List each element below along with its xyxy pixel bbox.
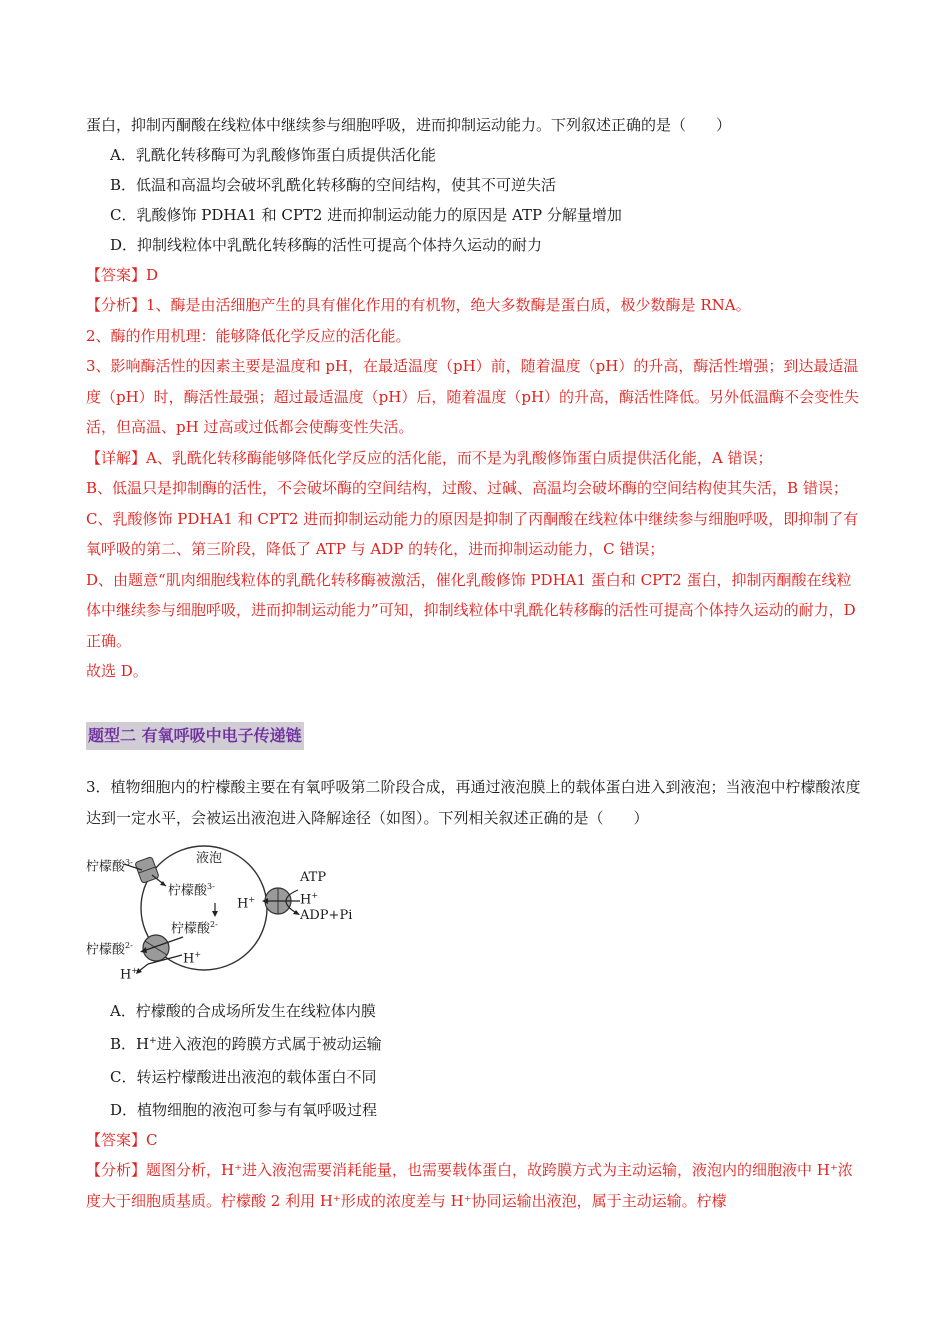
atp-label: ATP <box>300 870 327 885</box>
document-page <box>86 110 866 1216</box>
q2-answer: 【答案】D <box>86 266 159 284</box>
q2-conclusion: 故选 D。 <box>86 662 148 680</box>
h-plus-outside-bottom-label: H+ <box>120 966 139 983</box>
q2-analysis-2: 2、酶的作用机理：能够降低化学反应的活化能。 <box>86 326 411 345</box>
h-plus-pump-outside-label: H+ <box>300 891 319 908</box>
q2-option-c: C．乳酸修饰 PDHA1 和 CPT2 进而抑制运动能力的原因是 ATP 分解量增加 <box>110 206 622 224</box>
question-2-stem: 蛋白，抑制丙酮酸在线粒体中继续参与细胞呼吸，进而抑制运动能力。下列叙述正确的是（ ） <box>86 116 732 134</box>
question-3-stem: 3．植物细胞内的柠檬酸主要在有氧呼吸第二阶段合成，再通过液泡膜上的载体蛋白进入到液泡；当液泡中柠檬酸浓度达到一定水平，会被运出液泡进入降解途径（如图）。下列相关叙述正确的是（ ） <box>86 778 861 827</box>
vacuole-label: 液泡 <box>196 851 223 866</box>
q2-detail-b: B、低温只是抑制酶的活性，不会破坏酶的空间结构，过酸、过碱、高温均会破坏酶的空间结构使其失活，B 错误； <box>86 479 848 497</box>
q2-option-a: A．乳酰化转移酶可为乳酸修饰蛋白质提供活化能 <box>110 146 436 164</box>
q2-option-d: D．抑制线粒体中乳酰化转移酶的活性可提高个体持久运动的耐力 <box>110 236 543 254</box>
adp-pi-label: ADP+Pi <box>300 908 353 923</box>
q3-option-d: D．植物细胞的液泡可参与有氧呼吸过程 <box>110 1101 378 1119</box>
q2-detail-c: C、乳酸修饰 PDHA1 和 CPT2 进而抑制运动能力的原因是抑制了丙酮酸在线粒体中继续参与细胞呼吸，即抑制了有氧呼吸的第二、第三阶段，降低了 ATP 与 ADP 的转化，进而抑制运动能力，C 错误； <box>86 509 859 558</box>
q2-detail-d: D、由题意“肌肉细胞线粒体的乳酰化转移酶被激活，催化乳酸修饰 PDHA1 蛋白和 CPT2 蛋白，抑制丙酮酸在线粒体中继续参与细胞呼吸，进而抑制运动能力”可知，抑制线粒体中乳酰化转移酶的活性可提高个体持久运动的耐力，D 正确。 <box>86 570 856 650</box>
q3-analysis: 【分析】题图分析，H⁺进入液泡需要消耗能量，也需要载体蛋白，故跨膜方式为主动运输，液泡内的细胞液中 H⁺浓度大于细胞质基质。柠檬酸 2 利用 H⁺形成的浓度差与 H⁺协同运输出液泡，属于主动运输。柠檬 <box>86 1161 853 1210</box>
q3-answer: 【答案】C <box>86 1131 158 1149</box>
q2-analysis-1: 【分析】1、酶是由活细胞产生的具有催化作用的有机物，绝大多数酶是蛋白质，极少数酶是 RNA。 <box>86 296 751 314</box>
citrate2-outside-label: 柠檬酸$^{2-}$ <box>86 941 133 958</box>
citrate2-inside-label: 柠檬酸$^{2-}$ <box>171 920 218 937</box>
vacuole-transport-diagram <box>86 837 356 987</box>
q3-option-b: B．H+进入液泡的跨膜方式属于被动运输 <box>110 1035 382 1053</box>
q3-option-a: A．柠檬酸的合成场所发生在线粒体内膜 <box>110 1002 376 1020</box>
q2-analysis-3: 3、影响酶活性的因素主要是温度和 pH，在最适温度（pH）前，随着温度（pH）的升高，酶活性增强；到达最适温度（pH）时，酶活性最强；超过最适温度（pH）后，随着温度（pH）的升高，酶活性降低。另外低温酶不会变性失活，但高温、pH 过高或过低都会使酶变性失活。 <box>86 357 860 436</box>
h-plus-inside-bottom-label: H+ <box>183 950 202 967</box>
citrate3-inside-label: 柠檬酸$^{3-}$ <box>168 882 215 899</box>
h-plus-pump-inside-label: H+ <box>237 895 256 912</box>
q2-option-b: B．低温和高温均会破坏乳酰化转移酶的空间结构，使其不可逆失活 <box>110 176 557 194</box>
citrate3-carrier-icon <box>135 857 159 884</box>
section-heading: 题型二 有氧呼吸中电子传递链 <box>86 722 304 750</box>
citrate3-outside-label: 柠檬酸$^{3-}$ <box>86 858 133 875</box>
q2-detail-a: 【详解】A、乳酰化转移酶能够降低化学反应的活化能，而不是为乳酸修饰蛋白质提供活化能，A 错误； <box>86 448 773 467</box>
q3-option-c: C．转运柠檬酸进出液泡的载体蛋白不同 <box>110 1068 377 1086</box>
